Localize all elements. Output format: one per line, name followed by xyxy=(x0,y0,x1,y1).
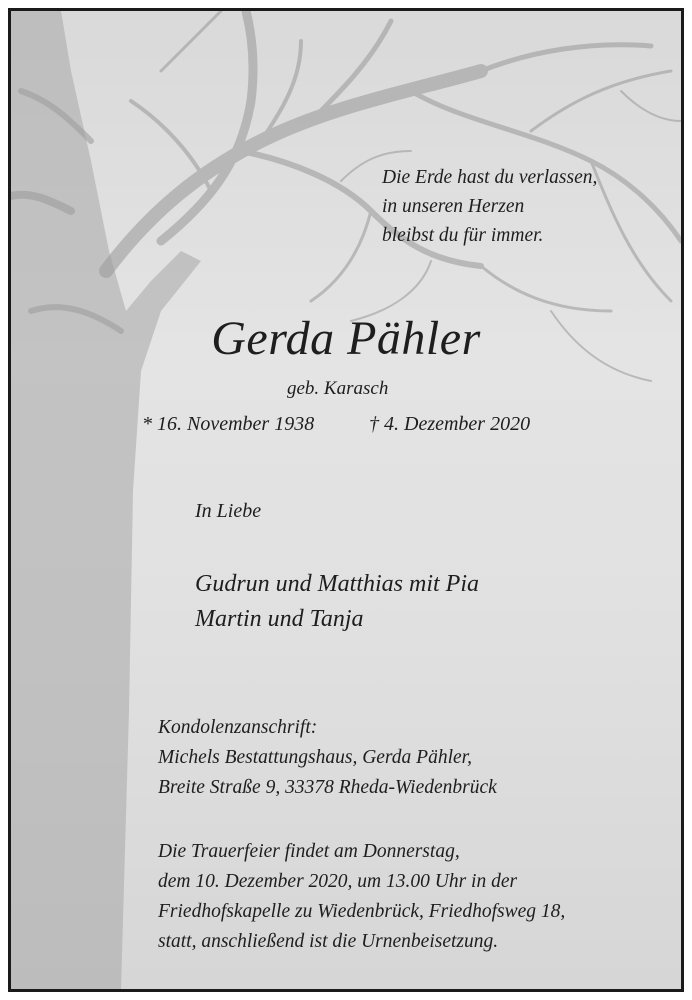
condolence-address xyxy=(158,713,497,803)
verse-line: in unseren Herzen xyxy=(382,196,525,217)
deceased-name: Gerda Pähler xyxy=(211,312,481,365)
mourners-intro: In Liebe xyxy=(195,500,262,522)
service-line: Die Trauerfeier findet am Donnerstag, xyxy=(158,841,460,862)
obituary-frame xyxy=(8,8,684,992)
funeral-service-info xyxy=(158,837,565,957)
mourners-list xyxy=(195,567,479,637)
memorial-verse xyxy=(382,163,597,250)
service-line: statt, anschließend ist die Urnenbeisetzung. xyxy=(158,931,499,952)
maiden-name: geb. Karasch xyxy=(287,378,389,399)
death-date: † 4. Dezember 2020 xyxy=(369,413,531,435)
service-line: Friedhofskapelle zu Wiedenbrück, Friedhofsweg 18, xyxy=(158,901,566,922)
verse-line: bleibst du für immer. xyxy=(382,225,544,246)
service-line: dem 10. Dezember 2020, um 13.00 Uhr in der xyxy=(158,871,518,892)
mourner-line: Martin und Tanja xyxy=(195,606,364,632)
address-line: Kondolenzanschrift: xyxy=(158,717,318,738)
address-line: Breite Straße 9, 33378 Rheda-Wiedenbrück xyxy=(158,777,497,798)
mourner-line: Gudrun und Matthias mit Pia xyxy=(195,571,480,597)
birth-date: * 16. November 1938 xyxy=(142,413,315,435)
verse-line: Die Erde hast du verlassen, xyxy=(382,167,598,188)
address-line: Michels Bestattungshaus, Gerda Pähler, xyxy=(158,747,472,768)
